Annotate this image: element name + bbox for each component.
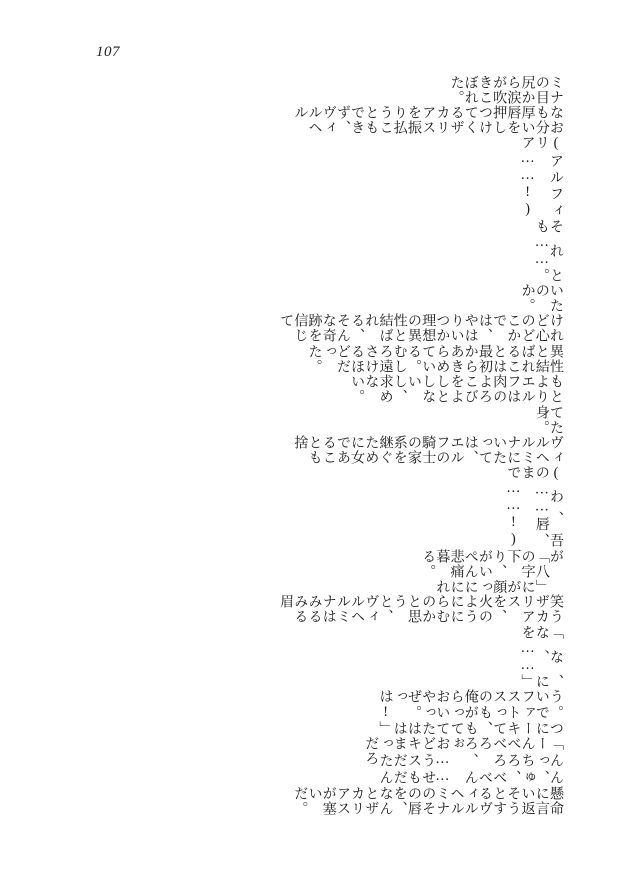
body-text	[60, 74, 564, 816]
text-line: ヴィルヘルミナにいたっては、エルフの騎士の家系を継ぐために女であることも捨	[292, 434, 564, 466]
text-line: なおも分厚い唇を押しつけてくるザカリアスを振り払うこともできず、ヴィルヘル	[292, 104, 564, 136]
text-line: 「んんーっ、んちゅべろ、べろべろべろ、んぉお……どうせキスもまだだったんだろ	[363, 736, 564, 786]
text-line: ミナの目尻から涙が吹きこぼれた。	[448, 74, 564, 105]
text-line: もとよりエルフは肉のよろこびをよしとしないし、求めない。	[349, 374, 564, 405]
text-line: それとも……。	[533, 218, 564, 283]
text-line: 懸命に言い返そうとするヴィルヘルミナのその唇を、なんとザカリアスが塞いだ。	[292, 785, 564, 816]
text-line: 異性と結ばれることは最初からあきらめている。むしろ遠さけるほどだった。	[306, 343, 564, 375]
text-line: が「八」の字に下がり、顔がいっぺんに悲痛に暮れる。	[420, 548, 564, 595]
text-line: いたのか。	[519, 282, 564, 314]
text-line: 笑うザカリアスを、火のようににらむのかと思うと、ヴィルヘルミナはみるみる眉	[278, 594, 564, 625]
text-line: てた身。	[533, 404, 564, 435]
text-line: 「な、な、にを……」	[519, 624, 564, 689]
text-line: (アルフィリア……!)	[519, 135, 564, 219]
text-line: けれど心のどこかでは、やはりいつか理想の異性と結ばれる、そんな奇跡を信じて	[278, 313, 564, 344]
page-number: 107	[96, 44, 120, 60]
text-line: う。ついでにファーストキスってのも、俺がもらっておいてやったぜ。はっはは!」	[377, 688, 564, 737]
text-line: (わ、吾の……唇、まで……!)	[505, 465, 564, 549]
